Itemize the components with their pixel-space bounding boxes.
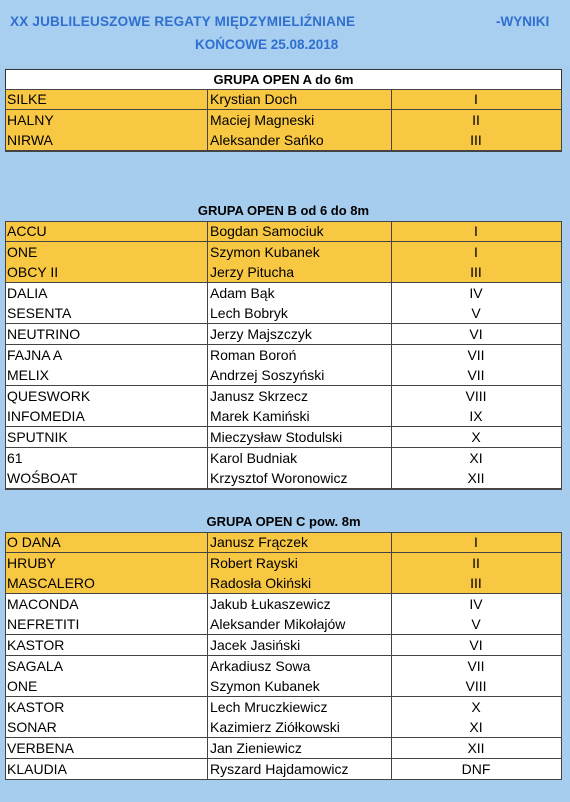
- boat-name: KASTOR: [7, 698, 65, 715]
- table-row: [5, 656, 562, 677]
- place: III: [470, 132, 482, 149]
- boat-name: VERBENA: [7, 740, 74, 756]
- skipper-name: Szymon Kubanek: [210, 678, 320, 695]
- skipper-name: Karol Budniak: [210, 449, 298, 466]
- boat-name: 61: [7, 449, 23, 466]
- skipper-name: Andrzej Soszyński: [210, 367, 325, 384]
- table-row: [5, 110, 562, 131]
- place: VIII: [465, 387, 487, 404]
- place: XII: [467, 740, 485, 756]
- column-divider: [207, 221, 208, 489]
- place: II: [472, 111, 480, 128]
- table-row: [5, 468, 562, 489]
- boat-name: SILKE: [7, 91, 47, 107]
- skipper-name: Jacek Jasiński: [210, 637, 301, 653]
- boat-name: ONE: [7, 678, 38, 695]
- boat-name: INFOMEDIA: [7, 408, 85, 425]
- table-row: [5, 738, 562, 759]
- skipper-name: Krystian Doch: [210, 91, 298, 107]
- table-row: [5, 614, 562, 635]
- table-row: [5, 262, 562, 283]
- skipper-name: Lech Mruczkiewicz: [210, 698, 328, 715]
- place: VI: [469, 637, 483, 653]
- place: V: [471, 616, 481, 633]
- column-divider: [391, 221, 392, 489]
- place: X: [471, 698, 481, 715]
- page-title: XX JUBLILEUSZOWE REGATY MIĘDZYMIELIŹNIANE: [10, 14, 356, 29]
- boat-name: HRUBY: [7, 554, 57, 571]
- table-row: [5, 594, 562, 615]
- column-divider: [391, 89, 392, 151]
- boat-name: KLAUDIA: [7, 760, 67, 777]
- table-row: [5, 283, 562, 304]
- place: IV: [469, 284, 483, 301]
- table-row: [5, 532, 562, 553]
- boat-name: NEUTRINO: [7, 326, 81, 342]
- place: I: [474, 91, 478, 107]
- place: III: [470, 575, 482, 592]
- place: VIII: [465, 678, 487, 695]
- table-row: [5, 759, 562, 780]
- boat-name: MELIX: [7, 367, 50, 384]
- table-row: [5, 89, 562, 110]
- place: I: [474, 243, 478, 260]
- table-row: [5, 427, 562, 448]
- place: XII: [467, 470, 485, 487]
- place: I: [474, 223, 478, 239]
- table-row: [5, 676, 562, 697]
- boat-name: FAJNA A: [7, 346, 63, 363]
- place: X: [471, 429, 481, 445]
- skipper-name: Adam Bąk: [210, 284, 275, 301]
- boat-name: OBCY II: [7, 264, 59, 281]
- table-row: [5, 242, 562, 263]
- place: VII: [467, 346, 485, 363]
- skipper-name: Roman Boroń: [210, 346, 297, 363]
- table-row: [5, 717, 562, 738]
- boat-name: ONE: [7, 243, 38, 260]
- skipper-name: Jerzy Majszczyk: [210, 326, 312, 342]
- skipper-name: Krzysztof Woronowicz: [210, 470, 348, 487]
- boat-name: HALNY: [7, 111, 54, 128]
- skipper-name: Maciej Magneski: [210, 111, 315, 128]
- boat-name: MASCALERO: [7, 575, 95, 592]
- table-row: [5, 303, 562, 324]
- place: V: [471, 305, 481, 322]
- boat-name: WOŚBOAT: [7, 470, 78, 487]
- skipper-name: Mieczysław Stodulski: [210, 429, 343, 445]
- table-row: [5, 386, 562, 407]
- table-row: [5, 448, 562, 469]
- boat-name: DALIA: [7, 284, 48, 301]
- group-title: GRUPA OPEN B od 6 do 8m: [197, 203, 370, 218]
- skipper-name: Bogdan Samociuk: [210, 223, 324, 239]
- place: I: [474, 534, 478, 550]
- group-title: GRUPA OPEN A do 6m: [5, 69, 562, 90]
- skipper-name: Marek Kamiński: [210, 408, 310, 425]
- boat-name: KASTOR: [7, 637, 65, 653]
- table-row: [5, 345, 562, 366]
- skipper-name: Radosła Okiński: [210, 575, 312, 592]
- table-row: [5, 635, 562, 656]
- skipper-name: Jerzy Pitucha: [210, 264, 295, 281]
- column-divider: [207, 89, 208, 151]
- table-row: [5, 221, 562, 242]
- place: IX: [469, 408, 483, 425]
- skipper-name: Jan Zieniewicz: [210, 740, 302, 756]
- skipper-name: Ryszard Hajdamowicz: [210, 760, 349, 777]
- boat-name: ACCU: [7, 223, 47, 239]
- table-row: [5, 406, 562, 427]
- table-row: [5, 324, 562, 345]
- boat-name: SAGALA: [7, 657, 64, 674]
- header: [0, 0, 570, 66]
- place: XI: [469, 719, 483, 736]
- column-divider: [207, 532, 208, 779]
- skipper-name: Jakub Łukaszewicz: [210, 595, 331, 612]
- place: IV: [469, 595, 483, 612]
- skipper-name: Lech Bobryk: [210, 305, 288, 322]
- page-subtitle: KOŃCOWE 25.08.2018: [195, 37, 339, 52]
- table-row: [5, 553, 562, 574]
- boat-name: NIRWA: [7, 132, 53, 149]
- skipper-name: Aleksander Mikołajów: [210, 616, 346, 633]
- boat-name: SONAR: [7, 719, 57, 736]
- skipper-name: Kazimierz Ziółkowski: [210, 719, 340, 736]
- skipper-name: Robert Rayski: [210, 554, 298, 571]
- skipper-name: Janusz Frączek: [210, 534, 309, 550]
- group-title: GRUPA OPEN C pow. 8m: [206, 514, 361, 529]
- place: VII: [467, 367, 485, 384]
- place: III: [470, 264, 482, 281]
- results-tag: -WYNIKI: [496, 14, 550, 29]
- boat-name: QUESWORK: [7, 387, 91, 404]
- boat-name: MACONDA: [7, 595, 79, 612]
- boat-name: NEFRETITI: [7, 616, 80, 633]
- table-row: [5, 697, 562, 718]
- boat-name: O DANA: [7, 534, 61, 550]
- table-row: [5, 365, 562, 386]
- boat-name: SPUTNIK: [7, 429, 68, 445]
- table-row: [5, 573, 562, 594]
- column-divider: [391, 532, 392, 779]
- place: II: [472, 554, 480, 571]
- skipper-name: Aleksander Sańko: [210, 132, 324, 149]
- table-row: [5, 130, 562, 151]
- skipper-name: Arkadiusz Sowa: [210, 657, 311, 674]
- place: XI: [469, 449, 483, 466]
- boat-name: SESENTA: [7, 305, 72, 322]
- skipper-name: Janusz Skrzecz: [210, 387, 309, 404]
- place: DNF: [461, 760, 491, 777]
- skipper-name: Szymon Kubanek: [210, 243, 320, 260]
- place: VI: [469, 326, 483, 342]
- place: VII: [467, 657, 485, 674]
